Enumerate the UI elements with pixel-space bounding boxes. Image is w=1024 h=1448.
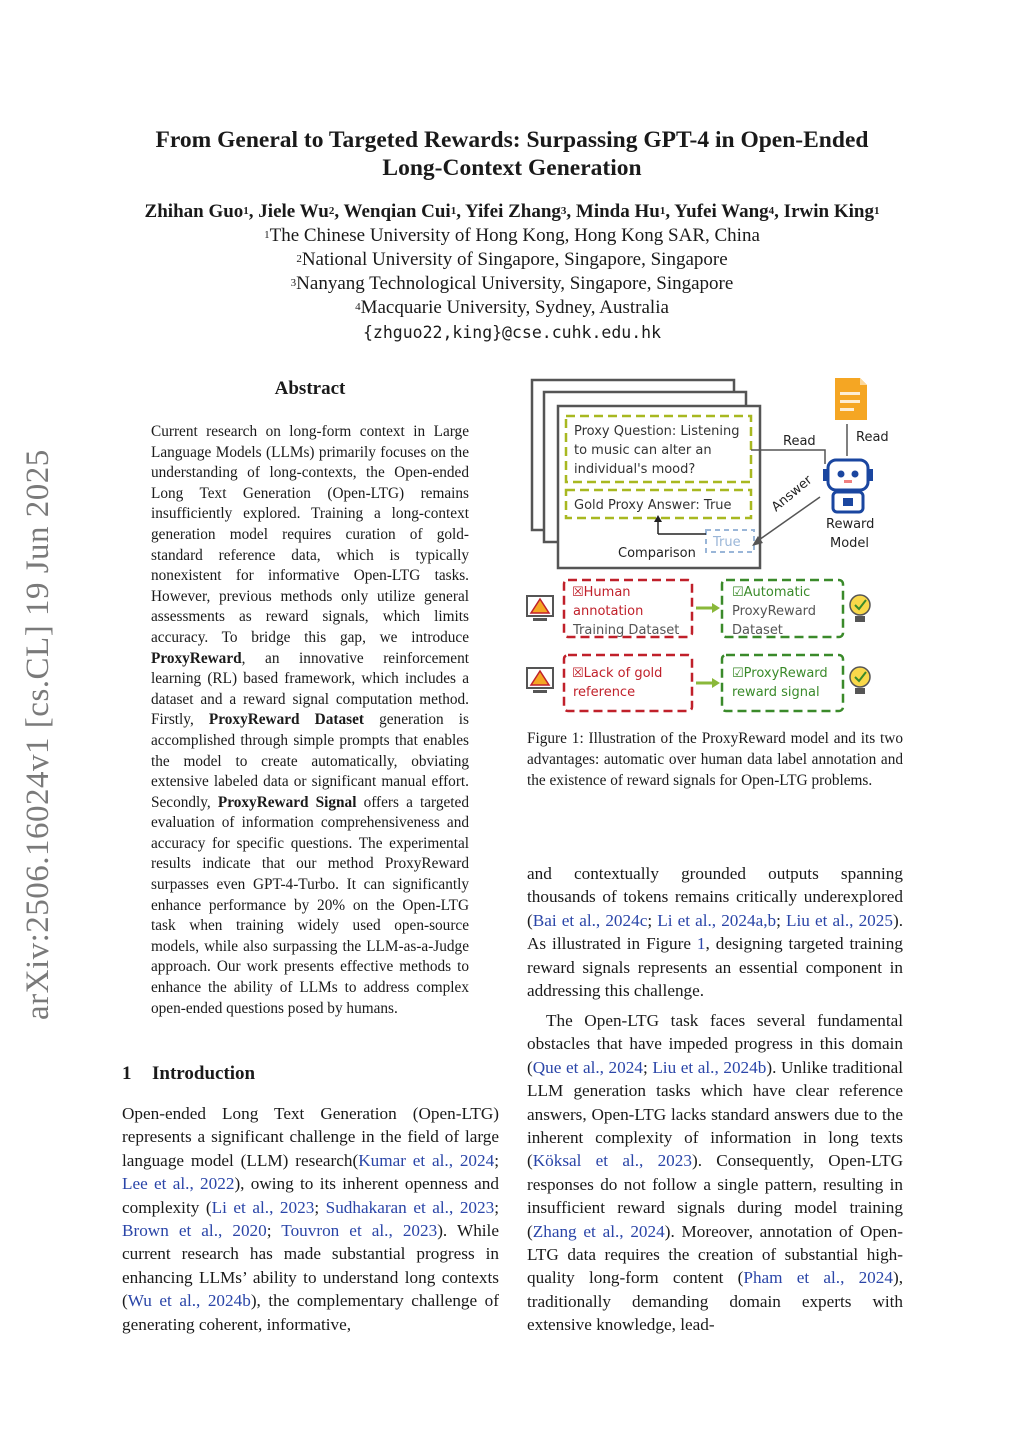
human-annotation-line-2: annotation (573, 604, 644, 619)
gold-answer-text: Gold Proxy Answer: True (574, 498, 732, 513)
affiliation-1: $^1$The Chinese University of Hong Kong, Hong Kong SAR, China (264, 225, 760, 246)
author-name: Jiele Wu (258, 201, 329, 222)
introduction-paragraph: Open-ended Long Text Generation (Open-LTG) represents a significant challenge in the field of large language model (LLM) research(Kumar et al., 2024; Lee et al., 2022), owing to its inherent openness and complexity (Li et al., 2023; Sudhakaran et al., 2023; Brown et al., 2020; Touvron et al., 2023). While current research has made substantial progress in enhancing LLMs’ ability to understand long contexts (Wu et al., 2024b), the complementary challenge of generating coherent, informative, (122, 1104, 499, 1334)
right-column-paragraph-1: and contextually grounded outputs spanning thousands of tokens remains critically underexplored (Bai et al., 2024c; Li et al., 2024a,b; Liu et al., 2025). As illustrated in Figure 1, designing targeted training reward signals represents an essential component in addressing this challenge. (527, 864, 903, 1001)
arxiv-identifier: arXiv:2506.16024v1 [cs.CL] 19 Jun 2025 (20, 449, 56, 1020)
document-icon (835, 378, 867, 420)
author-name: Minda Hu (575, 201, 660, 222)
lack-gold-line-1: ☒Lack of gold (572, 666, 663, 681)
citation-link[interactable]: Que et al., 2024 (532, 1057, 643, 1077)
automatic-dataset-line-2: ProxyReward (732, 604, 817, 619)
author-name: Irwin King (783, 201, 874, 222)
figure-1-caption: Figure 1: Illustration of the ProxyReward model and its two advantages: automatic over human data label annotation and the existence of reward signals for Open-LTG problems. (527, 730, 903, 789)
lightbulb-check-icon (850, 667, 870, 694)
lack-gold-line-2: reference (573, 685, 636, 700)
citation-link[interactable]: 1 (696, 934, 706, 954)
email: {zhguo22,king}@cse.cuhk.edu.hk (362, 323, 661, 342)
citation-link[interactable]: Brown et al., 2020 (122, 1221, 267, 1241)
abstract-body: Current research on long-form context in Large Language Models (LLMs) primarily focuses on the understanding of long-contexts, the Open-ended Long Text Generation (Open-LTG) remains insufficiently explored. Training a long-context generation model requires curation of gold-standard reference data, which is typically nonexistent for informative Open-LTG tasks. However, previous methods only utilize general assessments as reward signals, which limits accuracy. To bridge this gap, we introduce ProxyReward, an innovative reinforcement learning (RL) based framework, which includes a dataset and a reward signal computation method. Firstly, ProxyReward Dataset generation is accomplished through simple prompts that enables the model to create automatically, obviating extensive labeled data or significant manual effort. Secondly, ProxyReward Signal offers a targeted evaluation of information comprehensiveness and accuracy for specific questions. The experimental results indicate that our method ProxyReward surpasses even GPT-4-Turbo. It can significantly enhance performance by 20% on the Open-LTG task when training widely used open-source models, while also surpassing the LLM-as-a-Judge approach. Our work presents effective methods to enhance the ability of LLMs to address complex open-ended questions posed by humans. (151, 423, 469, 1017)
author-name: Yufei Wang (674, 201, 769, 222)
warning-monitor-icon (527, 668, 553, 693)
abstract-heading: Abstract (274, 378, 346, 399)
reward-model-label-1: Reward (826, 517, 875, 532)
citation-link[interactable]: Li et al., 2024a,b (657, 910, 777, 930)
lightbulb-check-icon (850, 595, 870, 622)
robot-icon (823, 460, 873, 512)
citation-link[interactable]: Liu et al., 2024b (652, 1057, 767, 1077)
read-label-1: Read (783, 434, 816, 449)
human-annotation-line-3: Training Dataset (573, 623, 680, 638)
proxy-question-line-1: Proxy Question: Listening (574, 424, 740, 439)
citation-link[interactable]: Li et al., 2023 (211, 1197, 315, 1217)
title-line-1: From General to Targeted Rewards: Surpassing GPT-4 in Open-Ended (155, 127, 869, 153)
citation-link[interactable]: Liu et al., 2025 (786, 910, 893, 930)
proxy-question-line-3: individual's mood? (574, 462, 696, 477)
answer-label: Answer (768, 472, 816, 516)
warning-monitor-icon (527, 596, 553, 621)
reward-model-label-2: Model (830, 536, 870, 551)
comparison-label: Comparison (618, 546, 696, 561)
automatic-dataset-line-3: Dataset (732, 623, 783, 638)
human-annotation-line-1: ☒Human (572, 585, 631, 600)
author-list: Zhihan Guo$^1$, Jiele Wu$^2$, Wenqian Cui$^1$, Yifei Zhang$^3$, Minda Hu$^1$, Yufei Wang$^4$, Irwin King$^1$ (144, 201, 880, 222)
right-column-paragraph-2: The Open-LTG task faces several fundamental obstacles that have impeded progress in this domain (Que et al., 2024; Liu et al., 2024b). Unlike traditional LLM generation tasks which have clear reference answers, Open-LTG lacks standard answers due to the inherent complexity of information in long texts (Köksal et al., 2023). Consequently, Open-LTG responses do not follow a single pattern, resulting in insufficient reward signals during model training (Zhang et al., 2024). Moreover, annotation of Open-LTG data requires the creation of substantial high-quality long-form content (Pham et al., 2024), traditionally demanding domain experts with extensive knowledge, lead- (527, 1011, 903, 1335)
citation-link[interactable]: Sudhakaran et al., 2023 (325, 1197, 495, 1217)
automatic-dataset-line-1: ☑Automatic (732, 585, 811, 600)
affiliation-2: $^2$National University of Singapore, Singapore, Singapore (296, 249, 728, 270)
citation-link[interactable]: Köksal et al., 2023 (532, 1151, 692, 1171)
reward-signal-line-2: reward signal (732, 685, 820, 700)
citation-link[interactable]: Kumar et al., 2024 (358, 1150, 495, 1170)
citation-link[interactable]: Lee et al., 2022 (122, 1174, 235, 1194)
paper-title (0, 126, 1024, 182)
citation-link[interactable]: Bai et al., 2024c (532, 910, 648, 930)
figure-1-diagram (520, 372, 910, 717)
true-answer-label: True (713, 535, 741, 550)
citation-link[interactable]: Pham et al., 2024 (743, 1268, 893, 1288)
reward-signal-box (722, 655, 843, 711)
proxy-question-line-2: to music can alter an (574, 443, 712, 458)
read-label-2: Read (856, 430, 889, 445)
lack-gold-box (564, 655, 692, 711)
affiliation-4: $^4$Macquarie University, Sydney, Australia (355, 297, 669, 318)
reward-signal-line-1: ☑ProxyReward (732, 666, 828, 681)
citation-link[interactable]: Zhang et al., 2024 (532, 1221, 665, 1241)
affiliation-3: $^3$Nanyang Technological University, Singapore, Singapore (290, 273, 734, 294)
author-name: Wenqian Cui (343, 201, 451, 222)
citation-link[interactable]: Touvron et al., 2023 (281, 1221, 438, 1241)
section-heading-introduction: 1 Introduction (122, 1063, 256, 1084)
title-line-2: Long-Context Generation (382, 155, 642, 181)
read-arrow-question (751, 450, 825, 464)
author-name: Yifei Zhang (465, 201, 561, 222)
author-name: Zhihan Guo (144, 201, 244, 222)
citation-link[interactable]: Wu et al., 2024b (127, 1291, 251, 1311)
